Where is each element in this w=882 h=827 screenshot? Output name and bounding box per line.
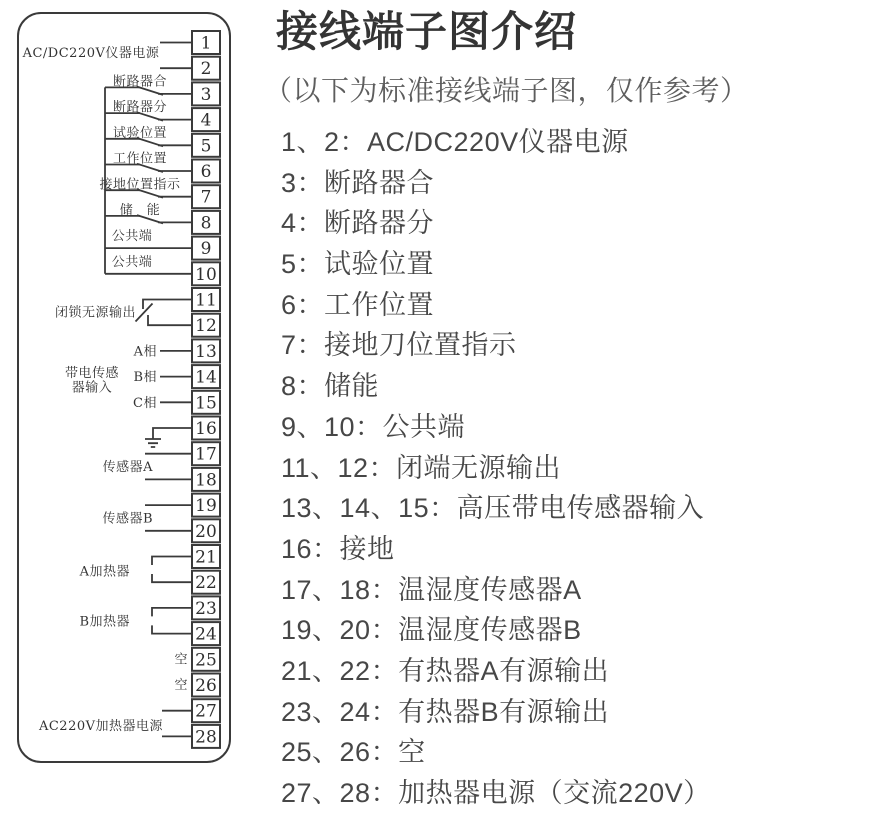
legend-list xyxy=(281,122,871,814)
terminal-number: 18 xyxy=(195,470,217,491)
page-subtitle: （以下为标准接线端子图，仅作参考） xyxy=(264,75,749,106)
terminal-number: 8 xyxy=(200,213,212,234)
terminal-number: 26 xyxy=(195,676,217,696)
ground-symbol-icon xyxy=(145,439,161,447)
legend-item: 5：试验位置 xyxy=(281,249,435,280)
terminal-number: 7 xyxy=(200,187,212,208)
label-phase-a: A相 xyxy=(133,344,157,360)
legend-item: 3：断路器合 xyxy=(281,167,435,198)
label-energy-storage: 储 能 xyxy=(119,203,161,218)
legend-item: 21、22：有热器A有源输出 xyxy=(281,655,610,686)
legend-item: 9、10：公共端 xyxy=(281,411,466,442)
terminal-box xyxy=(192,468,220,491)
terminal-box xyxy=(192,237,220,260)
terminal-box xyxy=(192,622,220,645)
legend-item: 19、20：温湿度传感器B xyxy=(281,615,582,646)
legend-item: 13、14、15：高压带电传感器输入 xyxy=(281,493,705,524)
label-phase-c: C相 xyxy=(133,395,157,411)
terminal-number: 16 xyxy=(195,419,217,439)
heater-output-wires xyxy=(152,557,192,634)
terminal-number: 17 xyxy=(195,444,217,465)
terminal-box xyxy=(192,596,220,619)
terminal-box xyxy=(192,648,220,671)
terminal-box xyxy=(192,365,220,388)
terminal-box xyxy=(192,519,220,542)
page-title: 接线端子图介绍 xyxy=(276,8,578,55)
legend-item: 25、26：空 xyxy=(281,737,426,768)
legend-item: 8：储能 xyxy=(281,371,380,402)
interlock-contact-blade xyxy=(136,304,153,322)
legend-item: 16：接地 xyxy=(281,533,395,564)
label-common-1: 公共端 xyxy=(111,229,153,245)
terminal-box xyxy=(192,314,220,337)
terminal-number: 23 xyxy=(195,598,217,619)
label-sensor-a: 传感器A xyxy=(102,460,153,475)
terminal-number: 15 xyxy=(195,393,217,414)
terminal-number: 21 xyxy=(195,547,217,568)
terminal-box xyxy=(192,82,220,105)
terminal-number: 5 xyxy=(200,136,212,157)
legend-item: 27、28：加热器电源（交流220V） xyxy=(281,778,711,808)
legend-item: 17、18：温湿度传感器A xyxy=(281,574,582,605)
terminal-number: 19 xyxy=(195,496,217,517)
terminal-box xyxy=(192,545,220,568)
label-empty-25: 空 xyxy=(174,652,188,668)
legend-item: 23、24：有热器B有源输出 xyxy=(281,696,610,727)
terminal-box xyxy=(192,725,220,748)
terminal-box xyxy=(192,108,220,131)
label-phase-b: B相 xyxy=(133,370,157,386)
terminal-box xyxy=(192,160,220,183)
label-hv-sensor-line1: 带电传感 xyxy=(64,366,120,381)
terminal-box xyxy=(192,57,220,80)
terminal-box xyxy=(192,699,220,722)
label-heater-power: AC220V加热器电源 xyxy=(38,719,164,734)
ground-wire xyxy=(153,428,192,439)
terminal-number: 14 xyxy=(195,367,217,388)
terminal-box xyxy=(192,674,220,697)
interlock-contact-wires xyxy=(143,300,192,326)
terminal-box xyxy=(192,211,220,234)
terminal-number: 12 xyxy=(195,316,217,337)
terminal-number: 20 xyxy=(195,521,217,542)
terminal-box xyxy=(192,185,220,208)
terminal-number: 24 xyxy=(195,624,217,645)
label-interlock-output: 闭锁无源输出 xyxy=(54,305,136,321)
label-instrument-power: AC/DC220V仪器电源 xyxy=(22,46,160,61)
terminal-wiring-diagram xyxy=(0,0,260,827)
legend-item: 4：断路器分 xyxy=(281,208,435,239)
terminal-number: 27 xyxy=(195,701,217,722)
label-heater-b: B加热器 xyxy=(79,614,130,630)
terminal-number: 13 xyxy=(195,341,217,362)
terminal-strip xyxy=(192,31,220,748)
legend-item: 6：工作位置 xyxy=(281,289,435,320)
terminal-box xyxy=(192,417,220,440)
label-empty-26: 空 xyxy=(174,678,188,694)
terminal-number: 2 xyxy=(200,59,212,80)
terminal-box xyxy=(192,31,220,54)
legend-item: 1、2：AC/DC220V仪器电源 xyxy=(281,127,629,157)
terminal-box xyxy=(192,494,220,517)
legend-item: 7：接地刀位置指示 xyxy=(281,330,517,361)
label-sensor-b: 传感器B xyxy=(102,511,153,527)
label-work-position: 工作位置 xyxy=(112,151,168,167)
label-test-position: 试验位置 xyxy=(112,125,168,141)
terminal-box xyxy=(192,134,220,157)
label-breaker-close: 断路器合 xyxy=(112,74,168,90)
terminal-box xyxy=(192,442,220,465)
terminal-number: 4 xyxy=(200,110,212,131)
terminal-number: 22 xyxy=(195,573,217,594)
label-heater-a: A加热器 xyxy=(79,564,130,580)
label-ground-position: 接地位置指示 xyxy=(99,177,181,193)
terminal-box xyxy=(192,391,220,414)
terminal-box xyxy=(192,262,220,285)
label-common-2: 公共端 xyxy=(111,254,153,270)
terminal-number: 25 xyxy=(195,650,217,671)
terminal-number: 6 xyxy=(200,162,212,182)
legend-item: 11、12：闭端无源输出 xyxy=(281,452,562,483)
label-hv-sensor-line2: 器输入 xyxy=(71,380,113,396)
label-breaker-open: 断路器分 xyxy=(112,100,168,116)
terminal-box xyxy=(192,339,220,362)
terminal-number: 1 xyxy=(200,33,212,54)
terminal-number: 11 xyxy=(195,290,217,311)
terminal-number: 3 xyxy=(200,84,212,105)
terminal-box xyxy=(192,288,220,311)
terminal-number: 9 xyxy=(200,239,212,260)
terminal-number: 28 xyxy=(195,727,217,748)
terminal-box xyxy=(192,571,220,594)
terminal-number: 10 xyxy=(195,264,217,285)
